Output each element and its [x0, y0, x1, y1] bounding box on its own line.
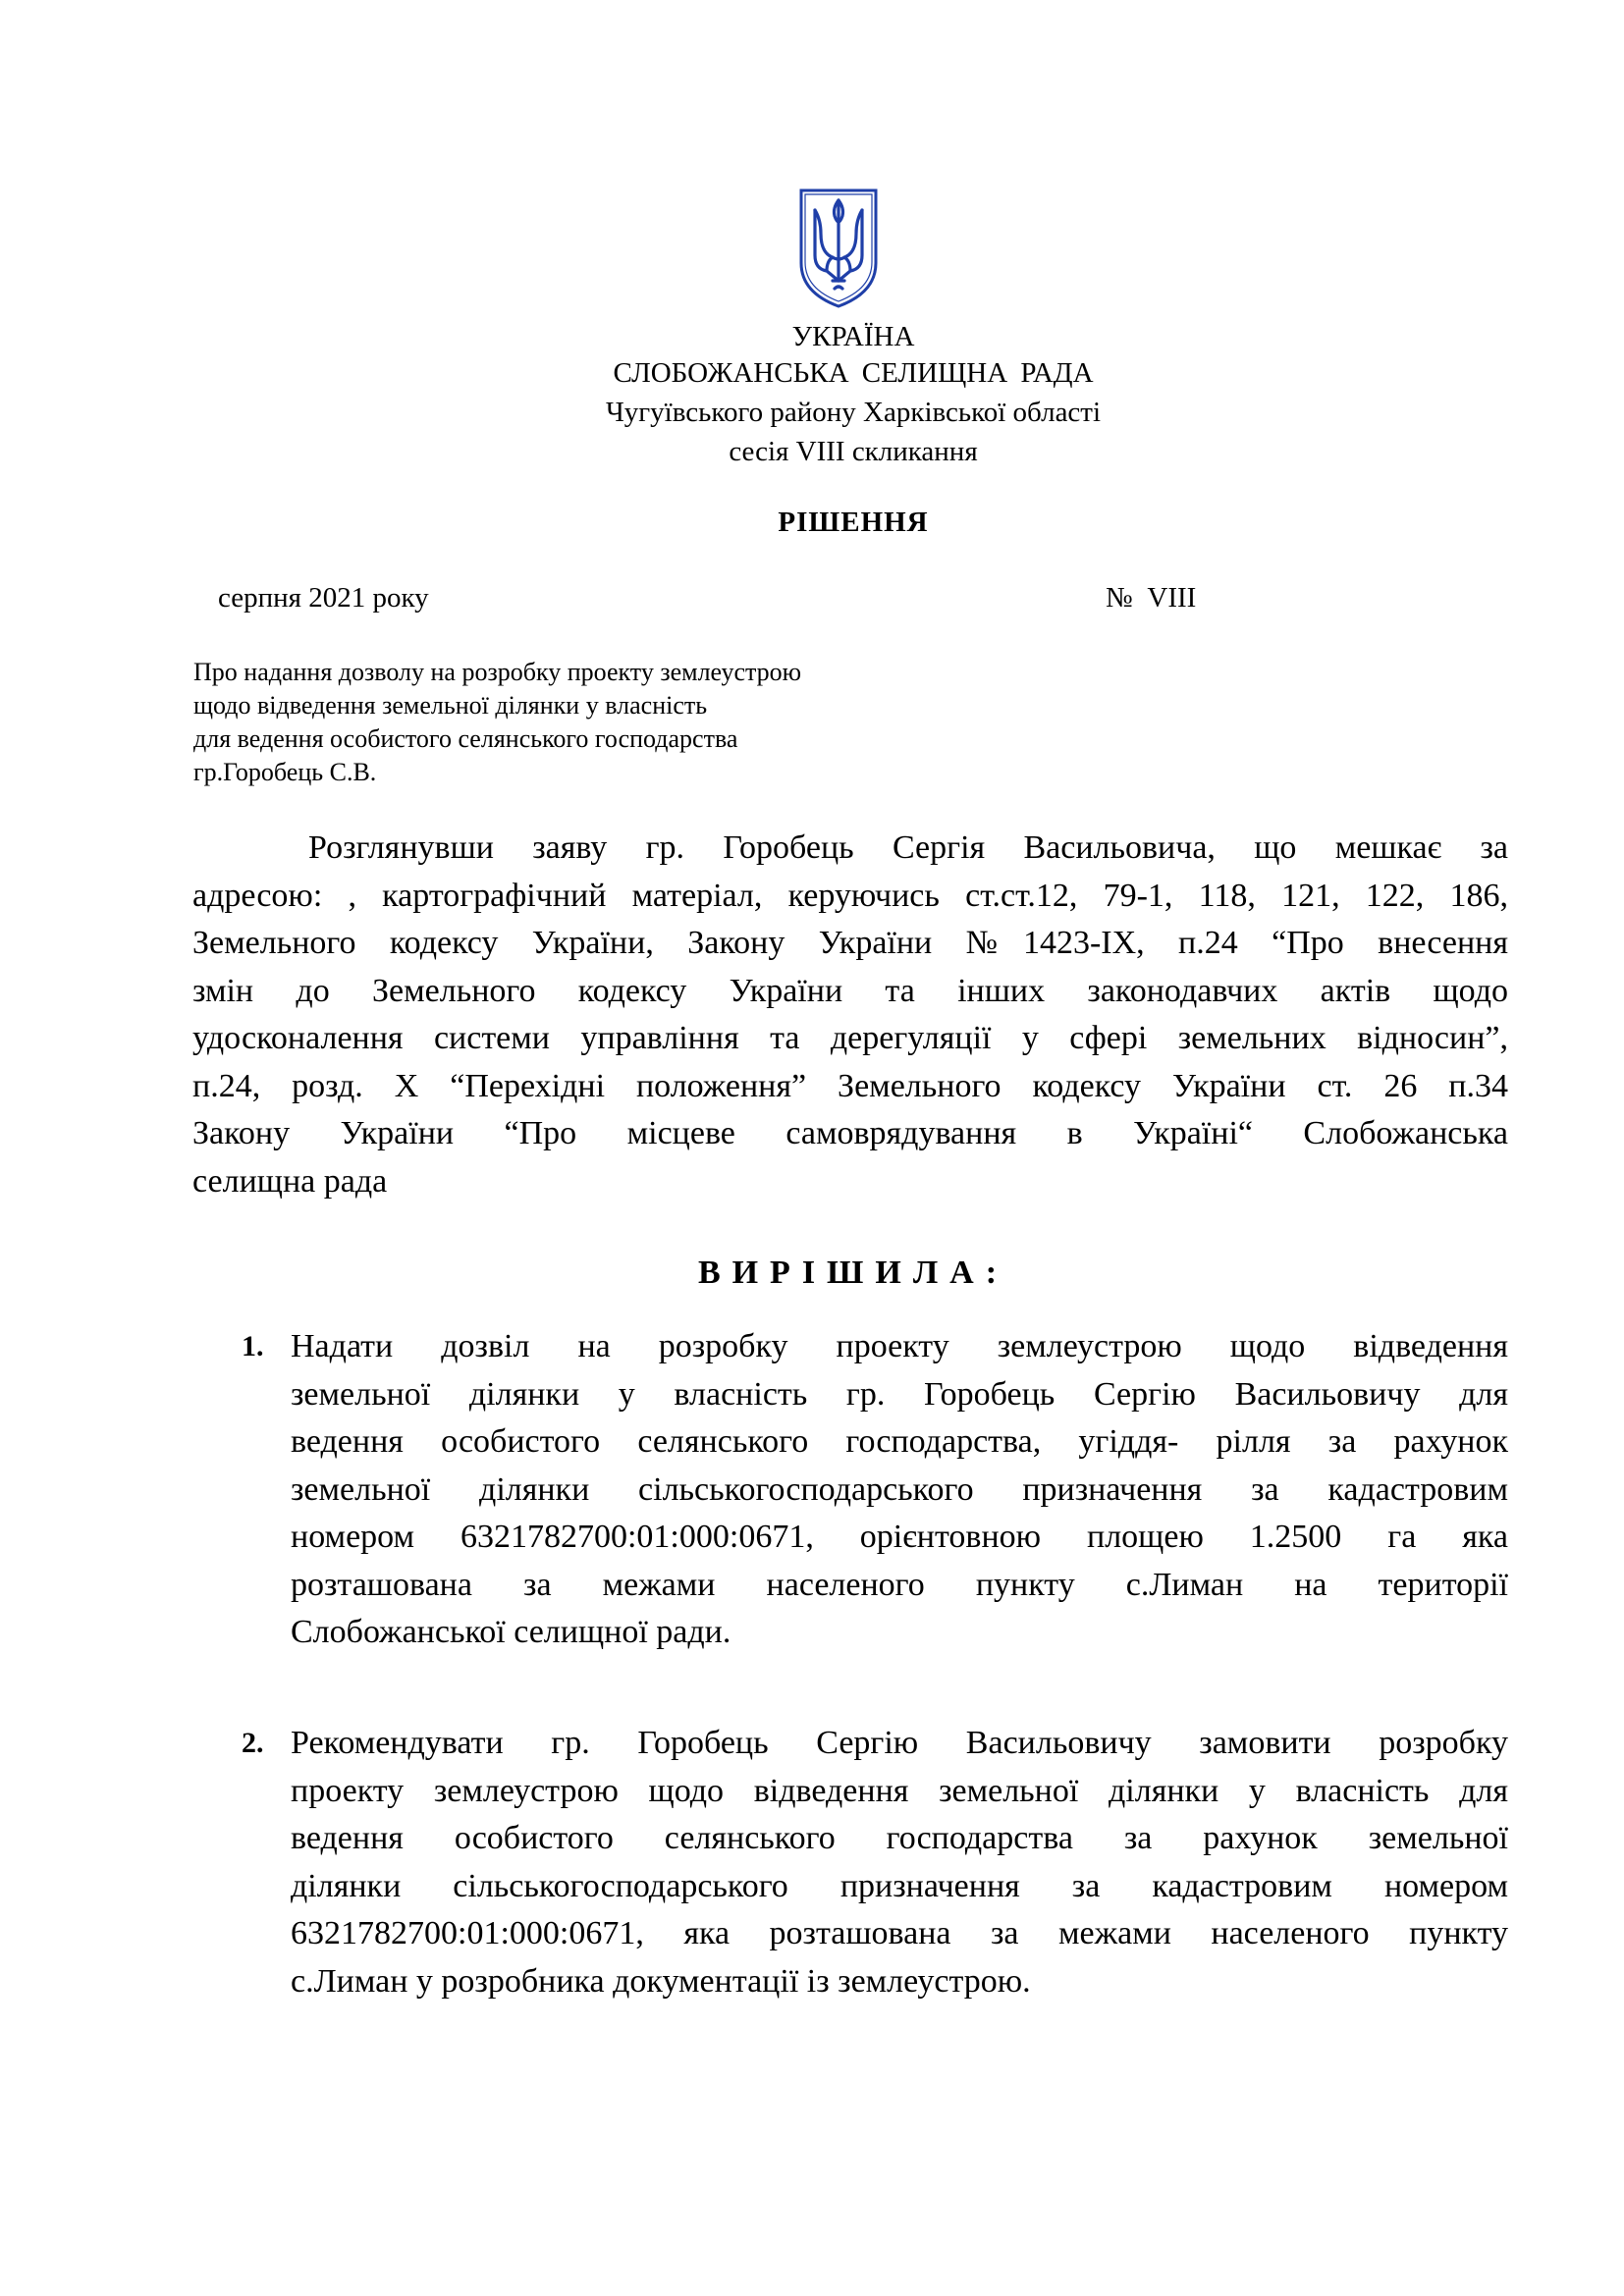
resolution-item-2	[192, 1720, 1508, 2005]
preamble-line: Розглянувши заяву гр. Горобець Сергія Васильовича, що мешкає за	[308, 829, 1508, 866]
tryzub-coat-of-arms-icon	[797, 187, 880, 310]
header-country: УКРАЇНА	[791, 321, 915, 352]
preamble-line: Закону України “Про місцеве самоврядування в Україні“ Слобожанська	[192, 1115, 1508, 1151]
decision-subject	[193, 656, 979, 789]
decision-number: № VIII	[1106, 582, 1197, 614]
preamble-line: п.24, розд. X “Перехідні положення” Земельного кодексу України ст. 26 п.34	[192, 1067, 1508, 1104]
item-line: Слобожанської селищної ради.	[291, 1614, 731, 1650]
item-line: Рекомендувати гр. Горобець Сергію Васильовичу замовити розробку	[291, 1725, 1508, 1761]
subject-line: для ведення особистого селянського господарства	[193, 724, 738, 753]
item-body	[291, 1323, 1508, 1657]
subject-line: щодо відведення земельної ділянки у власність	[193, 691, 708, 720]
item-line: ділянки сільськогосподарського призначення за кадастровим номером	[291, 1867, 1508, 1904]
preamble-line: удосконалення системи управління та дерегуляції у сфері земельних відносин”,	[192, 1020, 1508, 1056]
item-number: 2.	[242, 1727, 264, 1759]
preamble-line: селищна рада	[192, 1162, 388, 1200]
item-line: розташована за межами населеного пункту с.Лиман на території	[291, 1566, 1508, 1603]
item-line: ведення особистого селянського господарства за рахунок земельної	[291, 1820, 1508, 1856]
header-session: сесія VIII скликання	[729, 436, 978, 467]
decision-title: РІШЕННЯ	[778, 507, 929, 538]
subject-line: Про надання дозволу на розробку проекту землеустрою	[193, 658, 802, 686]
resolution-item-1	[192, 1323, 1508, 1657]
item-line: Надати дозвіл на розробку проекту землеустрою щодо відведення	[291, 1328, 1508, 1364]
item-line: проекту землеустрою щодо відведення земельної ділянки у власність для	[291, 1772, 1508, 1809]
preamble-line: змін до Земельного кодексу України та інших законодавчих актів щодо	[192, 972, 1508, 1009]
resolved-heading: ВИРІШИЛА:	[697, 1255, 1009, 1291]
decision-date: серпня 2021 року	[218, 582, 429, 614]
subject-line: гр.Горобець С.В.	[193, 758, 377, 786]
item-body	[291, 1720, 1508, 2005]
preamble-line: Земельного кодексу України, Закону України №1423-IX, п.24 “Про внесення	[192, 925, 1508, 961]
header-district: Чугуївського району Харківської області	[605, 397, 1102, 428]
preamble-paragraph	[192, 825, 1508, 1205]
item-number: 1.	[242, 1330, 264, 1362]
header-council: СЛОБОЖАНСЬКА СЕЛИЩНА РАДА	[613, 357, 1094, 389]
item-line: земельної ділянки у власність гр. Горобець Сергію Васильовичу для	[291, 1375, 1508, 1413]
preamble-line: адресою: , картографічний матеріал, керуючись ст.ст.12, 79-1, 118, 121, 122, 186,	[192, 877, 1508, 914]
item-line: с.Лиман у розробника документації із землеустрою.	[291, 1962, 1031, 2000]
item-line: земельної ділянки сільськогосподарського призначення за кадастровим	[291, 1470, 1508, 1508]
item-line: номером 6321782700:01:000:0671, орієнтовною площею 1.2500 га яка	[291, 1519, 1508, 1555]
item-line: ведення особистого селянського господарства, угіддя- рілля за рахунок	[291, 1423, 1508, 1460]
item-line: 6321782700:01:000:0671, яка розташована за межами населеного пункту	[291, 1915, 1508, 1951]
